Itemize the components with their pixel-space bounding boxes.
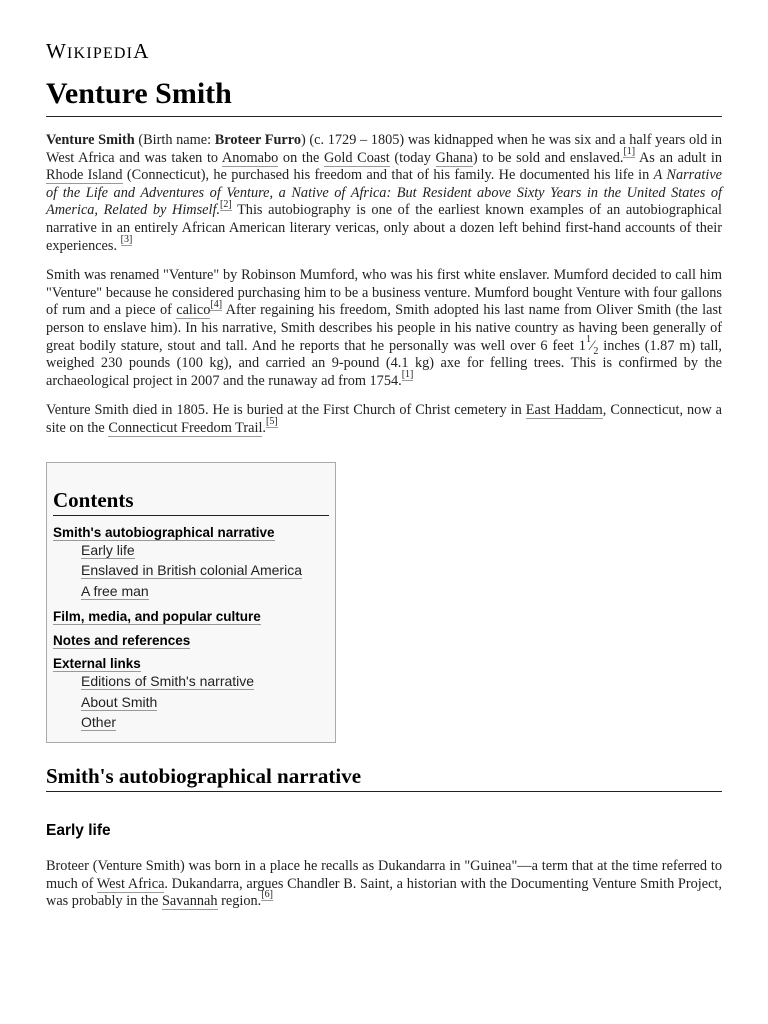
toc-label: Film, media, and popular culture: [53, 609, 261, 624]
toc-label: Early life: [81, 542, 135, 558]
text: ) to be sold and enslaved.: [472, 149, 624, 166]
table-of-contents: [46, 462, 336, 743]
early-life-paragraph: [46, 858, 722, 911]
section-heading: Smith's autobiographical narrative: [46, 763, 722, 792]
reference-4[interactable]: [4]: [210, 298, 223, 310]
fraction: $^1⁄_2$: [585, 333, 599, 357]
toc-heading: Contents: [53, 487, 329, 516]
link-calico[interactable]: calico: [176, 302, 211, 319]
toc-item-notes[interactable]: [53, 632, 190, 649]
reference-1[interactable]: [1]: [401, 368, 414, 380]
toc-item-narrative[interactable]: [53, 524, 275, 541]
reference-3[interactable]: [3]: [120, 233, 133, 245]
text: Venture Smith died in 1805. He is buried at the First Church of Christ cemetery in: [46, 402, 526, 419]
text: Broteer (Venture Smith) was born in a place he recalls as Dukandarra in "Guinea"—a term that at the time referred to much of: [46, 858, 722, 892]
toc-item-other[interactable]: [81, 714, 116, 731]
reference-1[interactable]: [1]: [623, 145, 636, 157]
link-connecticut-freedom-trail[interactable]: Connecticut Freedom Trail: [108, 419, 263, 436]
text: .: [262, 419, 266, 436]
text: (today: [389, 149, 436, 166]
early-life-section: [46, 858, 722, 923]
toc-label: Enslaved in British colonial America: [81, 562, 302, 578]
link-ghana[interactable]: Ghana: [435, 149, 473, 166]
text: As an adult in: [635, 149, 722, 166]
subsection-heading: Early life: [46, 822, 111, 839]
intro-paragraph-2: [46, 267, 722, 390]
text: region.: [217, 893, 262, 910]
text: , Connecticut, now a site on the: [46, 402, 722, 436]
wordmark-a: A: [133, 39, 150, 63]
text: This autobiography is one of the earliest known examples of an autobiographical narrative in an entirely African American literary vericas, only about a dozen left behind first-hand accounts of their experiences.: [46, 202, 722, 254]
link-east-haddam[interactable]: East Haddam: [525, 402, 603, 419]
toc-item-about-smith[interactable]: [81, 694, 157, 711]
toc-item-film-media[interactable]: [53, 608, 261, 625]
intro-paragraph-1: [46, 132, 722, 255]
reference-5[interactable]: [5]: [266, 416, 278, 428]
fraction-denominator: 2: [593, 345, 599, 357]
article-intro: [46, 132, 722, 450]
text: inches (1.87 m) tall, weighed 230 pounds (100 kg), and carried an 9-pound (4.1 kg) axe for felling trees. This is confirmed by the archaeological project in 2007 and the runaway ad from 1754.: [46, 337, 723, 389]
text: (Birth name:: [134, 132, 215, 148]
toc-label: A free man: [81, 583, 149, 599]
toc-item-free-man[interactable]: [81, 583, 149, 600]
text: ) (c. 1729 – 1805) was kidnapped when he was six and a half years old in West Africa and was taken to: [46, 132, 723, 166]
link-savannah[interactable]: Savannah: [161, 893, 218, 910]
toc-label: About Smith: [81, 694, 158, 710]
text: Smith was renamed "Venture" by Robinson Mumford, who was his first white enslaver. Mumford decided to call him "Venture" because he considered purchasing him to be a business venture. Mumford bought Venture with four gallons of rum and a piece of: [46, 267, 722, 319]
wordmark-mid: IKIPEDI: [67, 45, 134, 62]
page-title: Venture Smith: [46, 76, 722, 117]
text: (Connecticut), he purchased his freedom and that of his family. He documented his life in: [122, 167, 654, 184]
toc-label: Smith's autobiographical narrative: [53, 525, 275, 540]
toc-item-external-links[interactable]: [53, 655, 141, 672]
text: After regaining his freedom, Smith adopted his last name from Oliver Smith (the last person to enslave him). In his narrative, Smith describes his people in his native country as having been generally of great bodily stature, stout and tall. And he reports that he personally was well over 6 feet 1: [46, 302, 722, 354]
reference-2[interactable]: [2]: [220, 198, 232, 210]
toc-item-editions[interactable]: [81, 673, 254, 690]
link-anomabo[interactable]: Anomabo: [221, 149, 279, 166]
birth-name: Broteer Furro: [214, 132, 301, 148]
intro-paragraph-3: [46, 402, 722, 437]
toc-item-early-life[interactable]: [81, 542, 135, 559]
link-rhode-island[interactable]: Rhode Island: [46, 167, 123, 184]
toc-item-enslaved[interactable]: [81, 562, 302, 579]
reference-6[interactable]: [6]: [261, 889, 273, 901]
wikipedia-wordmark[interactable]: [46, 39, 150, 64]
fraction-numerator: 1: [585, 333, 591, 345]
toc-label: Editions of Smith's narrative: [81, 673, 255, 689]
link-gold-coast[interactable]: Gold Coast: [323, 149, 390, 166]
book-title: A Narrative of the Life and Adventures of Venture, a Native of Africa: But Resident above Sixty Years in the United States of America, Related by Himself.: [46, 167, 723, 219]
toc-label: Notes and references: [53, 633, 191, 648]
link-west-africa[interactable]: West Africa: [96, 875, 165, 892]
text: on the: [278, 149, 324, 166]
toc-label: External links: [53, 656, 141, 671]
toc-label: Other: [81, 714, 117, 730]
wordmark-w: W: [46, 39, 68, 63]
subject-name: Venture Smith: [46, 132, 135, 148]
text: . Dukandarra, argues Chandler B. Saint, a historian with the Documenting Venture Smith Project, was probably in the: [46, 875, 722, 910]
